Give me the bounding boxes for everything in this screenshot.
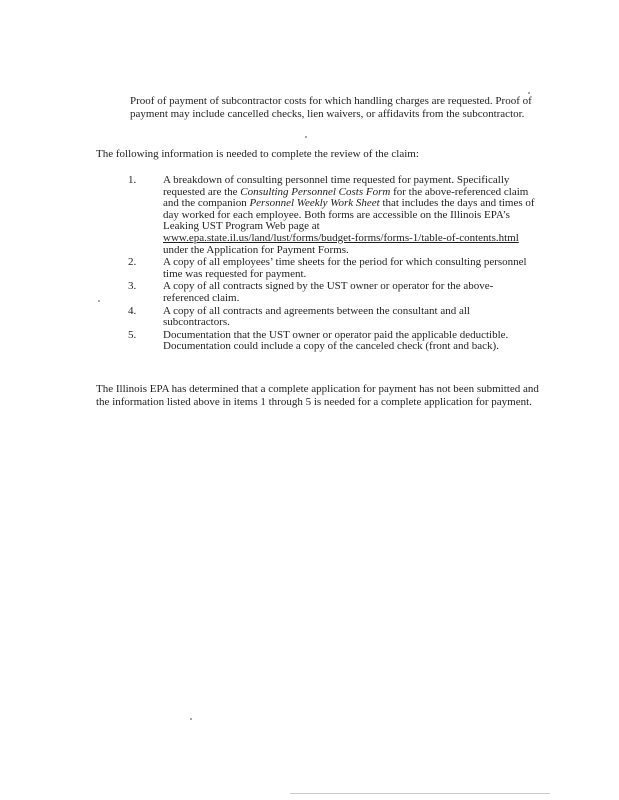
scan-speck xyxy=(305,136,307,138)
item-text: Documentation that the UST owner or operator paid the applicable deductible. Documentation could include a copy of the canceled check (front and back). xyxy=(163,328,509,353)
item-number: 1. xyxy=(128,174,137,186)
form-name-consulting-costs: Consulting Personnel Costs Form xyxy=(240,185,391,198)
scan-speck xyxy=(190,718,192,720)
item-text: that includes the days and times of day worked for each employee. Both forms are accessible on the Illinois EPA’s Leaking UST Program Web page at xyxy=(163,197,535,233)
list-item xyxy=(128,330,538,353)
forms-url-link[interactable]: www.epa.state.il.us/land/lust/forms/budget-forms/forms-1/table-of-contents.html xyxy=(163,231,519,244)
item-text: for the above-referenced claim and the companion xyxy=(163,185,529,210)
item-text: A copy of all employees’ time sheets for the period for which consulting personnel time was requested for payment. xyxy=(163,256,527,280)
item-number: 4. xyxy=(128,304,137,317)
item-number: 5. xyxy=(128,328,137,341)
list-item xyxy=(128,281,538,304)
item-text: A copy of all contracts and agreements between the consultant and all subcontractors. xyxy=(163,304,470,329)
closing-paragraph: The Illinois EPA has determined that a complete application for payment has not been submitted and the information listed above in items 1 through 5 is needed for a complete application for payment. xyxy=(96,383,539,409)
scan-speck xyxy=(528,92,530,94)
scan-edge-line xyxy=(290,793,550,794)
intro-paragraph: Proof of payment of subcontractor costs for which handling charges are requested. Proof of payment may include cancelled checks, lien waivers, or affidavits from the subcontractor. xyxy=(130,95,532,121)
information-list xyxy=(128,175,538,354)
item-text: A breakdown of consulting personnel time requested for payment. Specifically requested are the xyxy=(163,174,510,198)
scan-speck xyxy=(98,300,100,302)
item-number: 3. xyxy=(128,280,137,293)
item-text: under the Application for Payment Forms. xyxy=(163,243,349,256)
lead-paragraph: The following information is needed to complete the review of the claim: xyxy=(96,148,419,160)
list-item xyxy=(128,175,538,256)
list-item xyxy=(128,306,538,329)
form-name-weekly-work-sheet: Personnel Weekly Work Sheet xyxy=(249,197,380,210)
list-item xyxy=(128,257,538,280)
item-text: A copy of all contracts signed by the UST owner or operator for the above-referenced claim. xyxy=(163,280,494,304)
item-number: 2. xyxy=(128,256,137,269)
